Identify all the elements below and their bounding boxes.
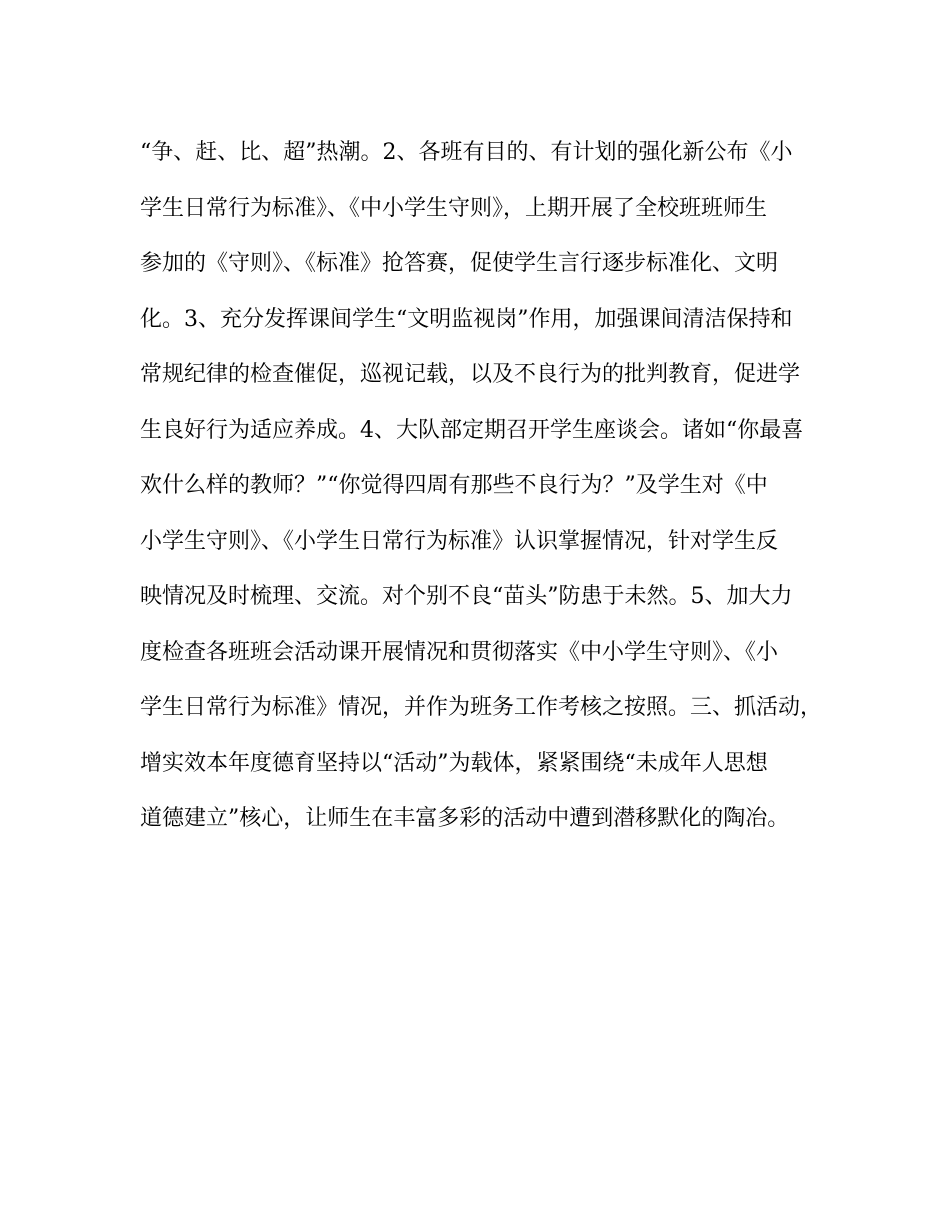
text-line: 学生日常行为标准》、《中小学生守则》，上期开展了全校班班师生	[140, 195, 768, 221]
text-line: 度检查各班班会活动课开展情况和贯彻落实《中小学生守则》、《小	[140, 639, 779, 665]
text-line: “争、赶、比、超”热潮。2、各班有目的、有计划的强化新公布《小	[140, 140, 793, 165]
text-line: 化。3、充分发挥课间学生“文明监视岗”作用，加强课间清洁保持和	[140, 306, 793, 332]
text-line: 学生日常行为标准》情况，并作为班务工作考核之按照。三、抓活动，	[140, 695, 823, 720]
text-line: 映情况及时梳理、交流。对个别不良“苗头”防患于未然。5、加大力	[140, 584, 793, 609]
text-line: 常规纪律的检查催促，巡视记载，以及不良行为的批判教育，促进学	[140, 362, 801, 387]
text-line: 参加的《守则》、《标准》抢答赛，促使学生言行逐步标准化、文明	[140, 251, 779, 276]
text-line: 增实效本年度德育坚持以“活动”为载体，紧紧围绕“未成年人思想	[140, 750, 768, 776]
text-line: 道德建立”核心，让师生在丰富多彩的活动中遭到潜移默化的陶冶。	[140, 806, 790, 831]
body-text	[140, 125, 823, 847]
text-line: 生良好行为适应养成。4、大队部定期召开学生座谈会。诸如“你最喜	[140, 417, 804, 443]
text-line: 小学生守则》、《小学生日常行为标准》认识掌握情况，针对学生反	[140, 528, 779, 554]
text-line: 欢什么样的教师？”“你觉得四周有那些不良行为？”及学生对《中	[140, 473, 768, 498]
